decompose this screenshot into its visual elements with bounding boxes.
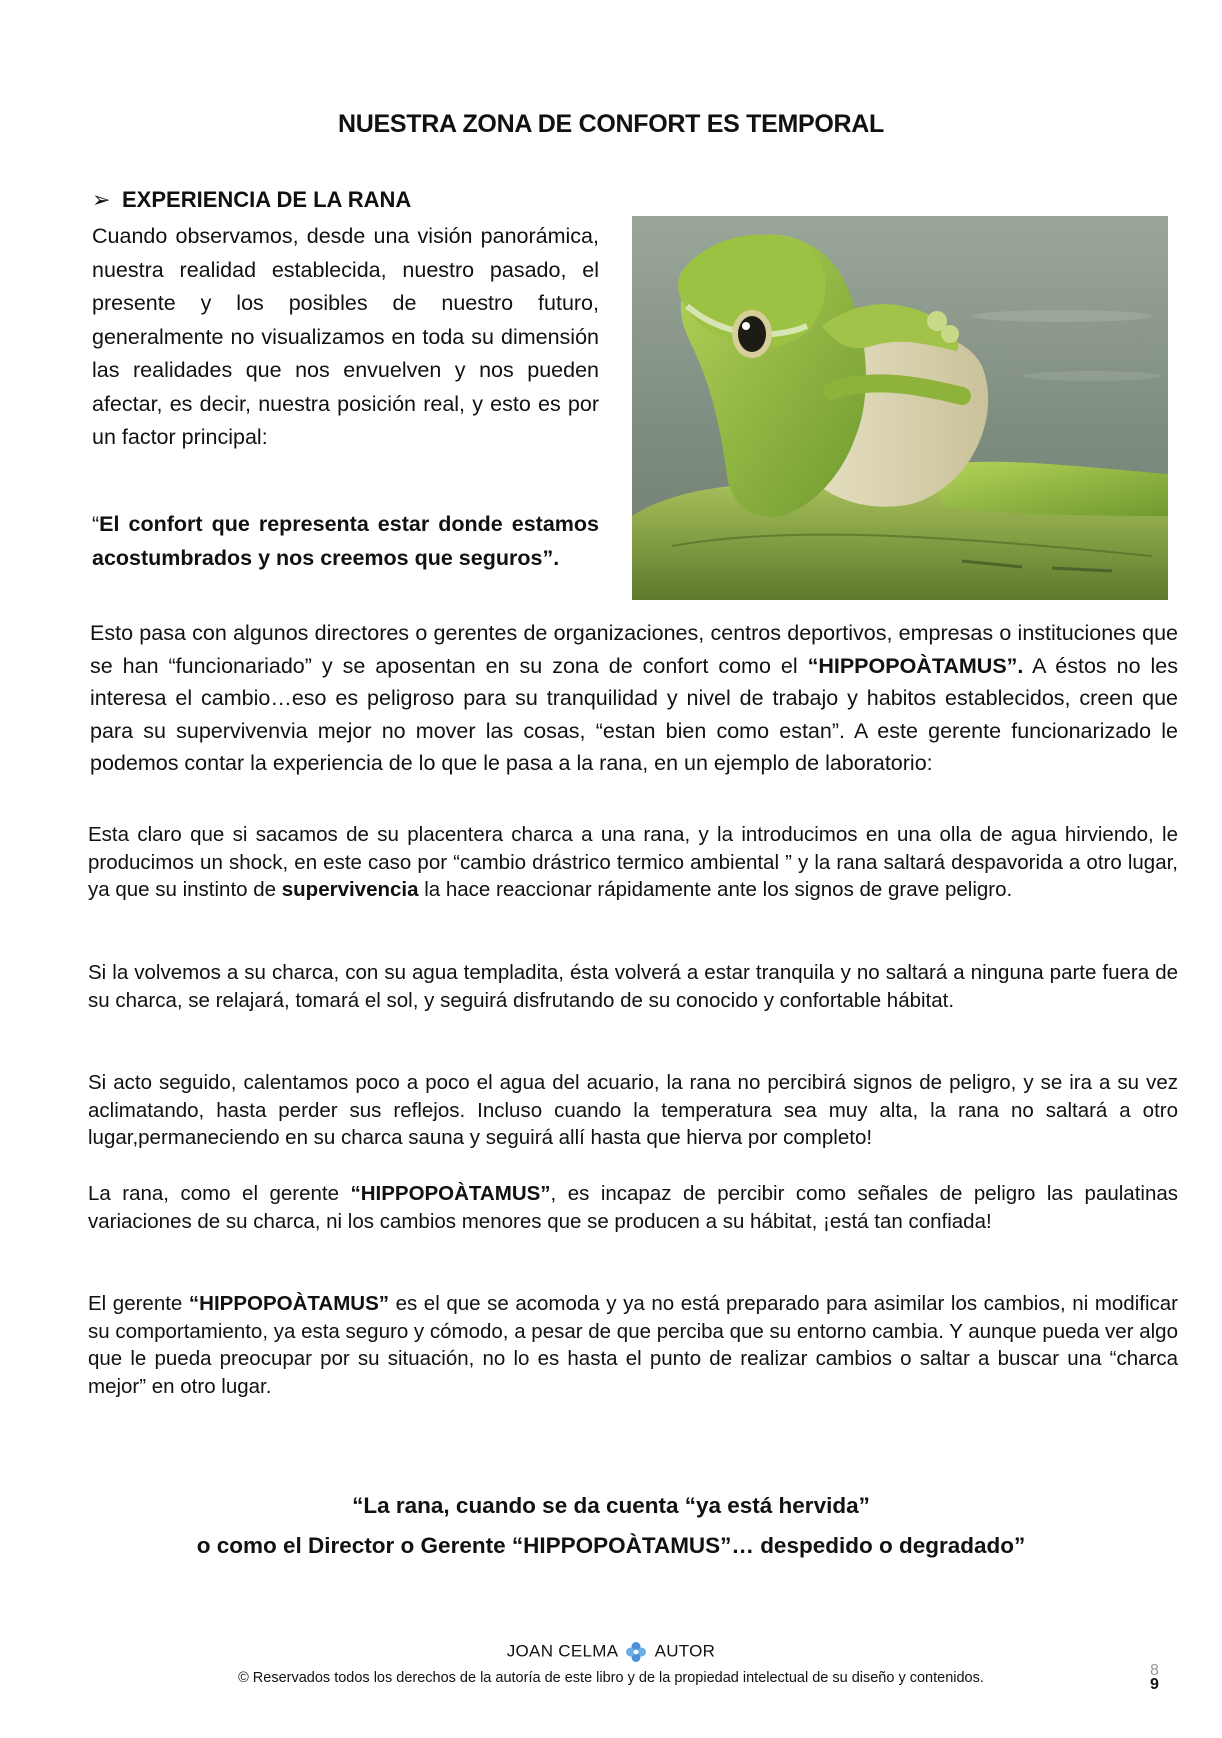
copyright-notice: © Reservados todos los derechos de la autoría de este libro y de la propiedad intelectual de su diseño y contenidos. [238, 1670, 984, 1686]
section-heading [92, 187, 411, 213]
paragraph-6 [88, 1290, 1178, 1400]
page-number-current: 9 [1150, 1676, 1159, 1693]
closing-line-1: “La rana, cuando se da cuenta “ya está hervida” [352, 1493, 870, 1518]
paragraph-5-bold: “HIPPOPOÀTAMUS” [350, 1182, 551, 1205]
paragraph-1-text-a: Esto pasa con algunos directores o gerentes de organizaciones, centros deportivos, empresas o instituciones que se han “funcionariado” y se aposentan en su zona de confort como el [90, 621, 1178, 678]
blue-flower-logo-icon [625, 1641, 647, 1663]
author-role: AUTOR [654, 1641, 716, 1661]
quote-bold-text: El confort que representa estar donde estamos acostumbrados y nos creemos que seguros”. [92, 512, 599, 570]
page-title: NUESTRA ZONA DE CONFORT ES TEMPORAL [338, 110, 884, 138]
closing-line-2: o como el Director o Gerente “HIPPOPOÀTAMUS”… despedido o degradado” [196, 1533, 1026, 1558]
paragraph-5-text-a: La rana, como el gerente [88, 1182, 351, 1205]
paragraph-4: Si acto seguido, calentamos poco a poco el agua del acuario, la rana no percibirá signos de peligro, y se ira a su vez aclimatando, hasta perder sus reflejos. Incluso cuando la temperatura sea muy alta, la rana no saltará a otro lugar,permaneciendo en su charca sauna y seguirá allí hasta que hierva por completo! [88, 1071, 1178, 1149]
frog-relaxing-illustration [632, 216, 1168, 600]
paragraph-3: Si la volvemos a su charca, con su agua templadita, ésta volverá a estar tranquila y no saltará a ninguna parte fuera de su charca, se relajará, tomará el sol, y seguirá disfrutando de su conocido y confortable hábitat. [88, 961, 1178, 1012]
paragraph-6-text-a: El gerente [88, 1292, 189, 1315]
paragraph-6-bold: “HIPPOPOÀTAMUS” [188, 1292, 389, 1315]
paragraph-1-bold: “HIPPOPOÀTAMUS”. [807, 653, 1024, 678]
section-heading-text: EXPERIENCIA DE LA RANA [122, 187, 412, 212]
footer-author [0, 1641, 1222, 1663]
arrow-bullet-icon: ➢ [92, 187, 111, 212]
intro-paragraph: Cuando observamos, desde una visión panorámica, nuestra realidad establecida, nuestro pasado, el presente y los posibles de nuestro futuro, generalmente no visualizamos en toda su dimensión las realidades que nos envuelven y nos pueden afectar, es decir, nuestra posición real, y esto es por un factor principal: [92, 224, 599, 449]
paragraph-1-text-c: A éstos no les interesa el cambio…eso es peligroso para su tranquilidad y nivel de trabajo y habitos establecidos, creen que para su supervivenvia mejor no mover las cosas, “estan bien como estan”. A este gerente funcionarizado le podemos contar la experiencia de lo que le pasa a la rana, en un ejemplo de laboratorio: [90, 653, 1178, 775]
paragraph-2-text-c: la hace reaccionar rápidamente ante los signos de grave peligro. [418, 878, 1013, 901]
paragraph-5 [88, 1180, 1178, 1235]
paragraph-2-bold: supervivencia [281, 878, 419, 901]
paragraph-1 [90, 617, 1178, 780]
paragraph-6-text-c: es el que se acomoda y ya no está preparado para asimilar los cambios, ni modificar su comportamiento, ya esta seguro y cómodo, a pesar de que perciba que su entorno cambia. Y aunque pueda ver algo que le pueda preocupar por su situación, no lo es hasta el punto de realizar cambios o saltar a buscar una “charca mejor” en otro lugar. [88, 1292, 1178, 1398]
page-number [1150, 1664, 1159, 1692]
page-number-ghost: 8 [1150, 1662, 1159, 1679]
paragraph-5-text-c: , es incapaz de percibir como señales de peligro las paulatinas variaciones de su charca, ni los cambios menores que se producen a su hábitat, ¡está tan confiada! [88, 1182, 1178, 1233]
highlight-quote [92, 508, 599, 575]
quote-open-mark: “ [92, 512, 100, 536]
frog-photo [632, 216, 1168, 600]
paragraph-2 [88, 821, 1178, 904]
paragraph-2-text-a: Esta claro que si sacamos de su placentera charca a una rana, y la introducimos en una olla de agua hirviendo, le producimos un shock, en este caso por “cambio drástrico termico ambiental ” y la rana saltará despavorida a otro lugar, ya que su instinto de [88, 823, 1178, 901]
author-name: JOAN CELMA [506, 1641, 618, 1661]
